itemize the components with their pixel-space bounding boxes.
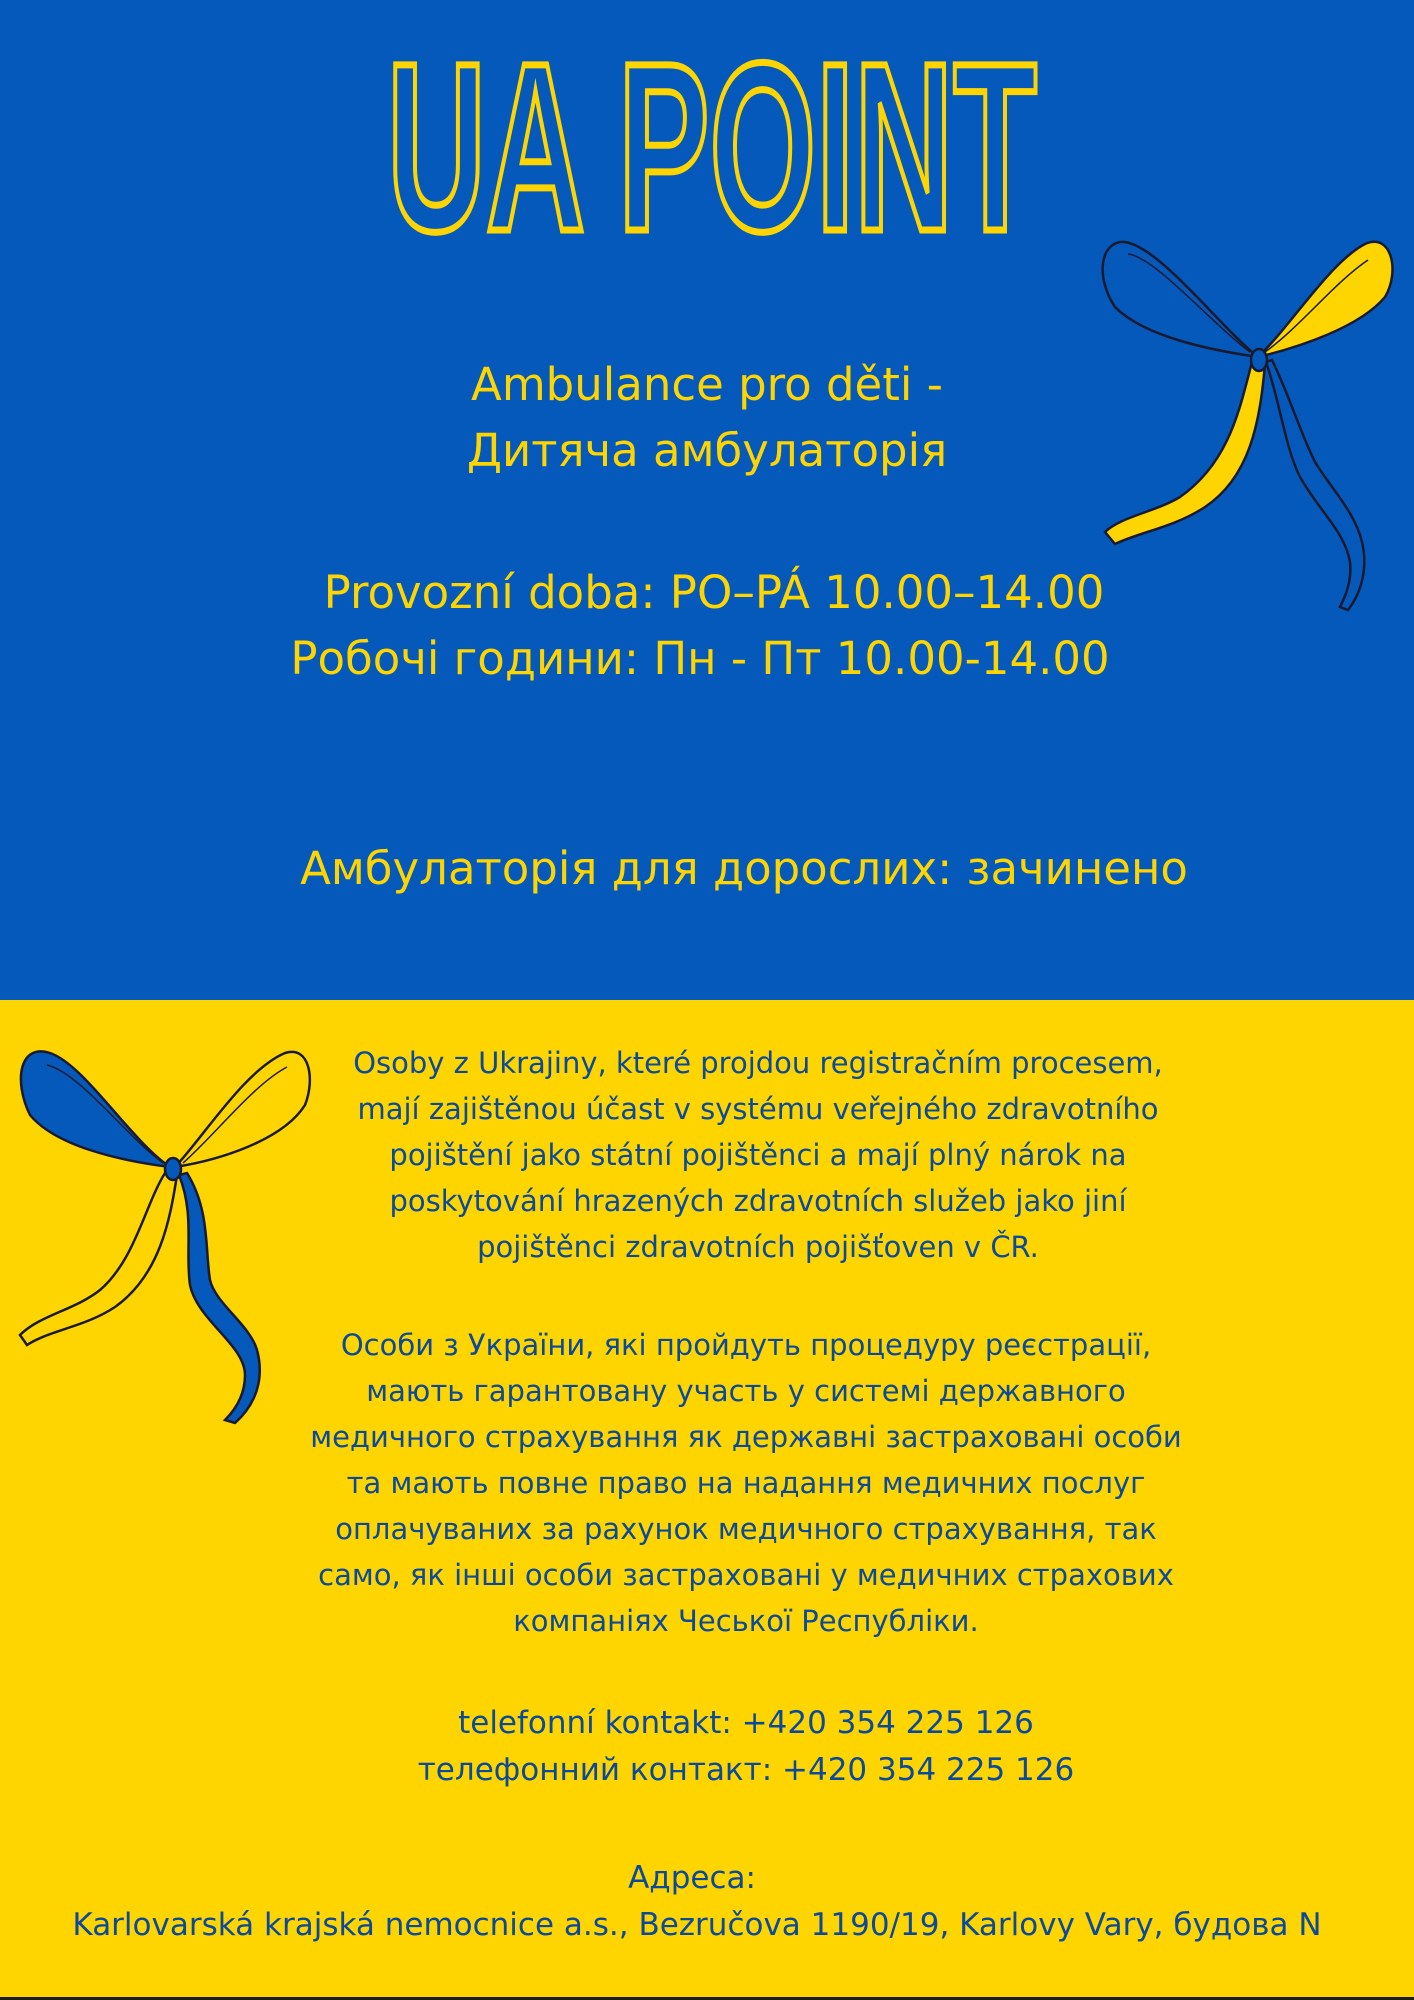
address-text: Karlovarská krajská nemocnice a.s., Bezručova 1190/19, Karlovy Vary, будова N (72, 1907, 1322, 1943)
insurance-info-ua-line-4: та мають повне право на надання медичних послуг (346, 1466, 1146, 1500)
insurance-info-cz-line-3: pojištění jako státní pojištěnci a mají plný nárok na (389, 1138, 1127, 1172)
address-label: Адреса: (628, 1860, 756, 1896)
insurance-info-cz-line-2: mají zajištěnou účast v systému veřejného zdravotního (357, 1092, 1159, 1126)
insurance-info-cz-line-5: pojištěnci zdravotních pojišťoven v ČR. (477, 1230, 1039, 1264)
clinic-subtitle-ua: Дитяча амбулаторія (466, 424, 948, 477)
insurance-info-ua-line-7: компаніях Чеської Республіки. (513, 1604, 979, 1638)
insurance-info-cz-line-4: poskytování hrazených zdravotních služeb jako jiní (389, 1184, 1127, 1218)
insurance-info-ua-line-6: само, як інші особи застраховані у медичних страхових (318, 1558, 1174, 1592)
opening-hours-cz: Provozní doba: PO–PÁ 10.00–14.00 (323, 566, 1105, 619)
phone-contact-ua[interactable]: телефонний контакт: +420 354 225 126 (417, 1752, 1075, 1788)
clinic-subtitle-cz: Ambulance pro děti - (471, 358, 943, 411)
page-title (0, 30, 1414, 250)
page-title-text: UA POINT (387, 30, 1037, 250)
insurance-info-ua-line-5: оплачуваних за рахунок медичного страхування, так (335, 1512, 1157, 1546)
phone-contact-cz[interactable]: telefonní kontakt: +420 354 225 126 (458, 1705, 1034, 1741)
insurance-info-ua-line-1: Особи з України, які пройдуть процедуру реєстрації, (340, 1328, 1152, 1362)
opening-hours-ua: Робочі години: Пн - Пт 10.00-14.00 (290, 632, 1110, 685)
adult-clinic-status: Амбулаторія для дорослих: зачинено (300, 842, 1188, 895)
insurance-info-cz-line-1: Osoby z Ukrajiny, které projdou registračním procesem, (353, 1046, 1163, 1080)
insurance-info-ua-line-2: мають гарантовану участь у системі державного (366, 1374, 1126, 1408)
insurance-info-ua-line-3: медичного страхування як державні застраховані особи (310, 1420, 1182, 1454)
